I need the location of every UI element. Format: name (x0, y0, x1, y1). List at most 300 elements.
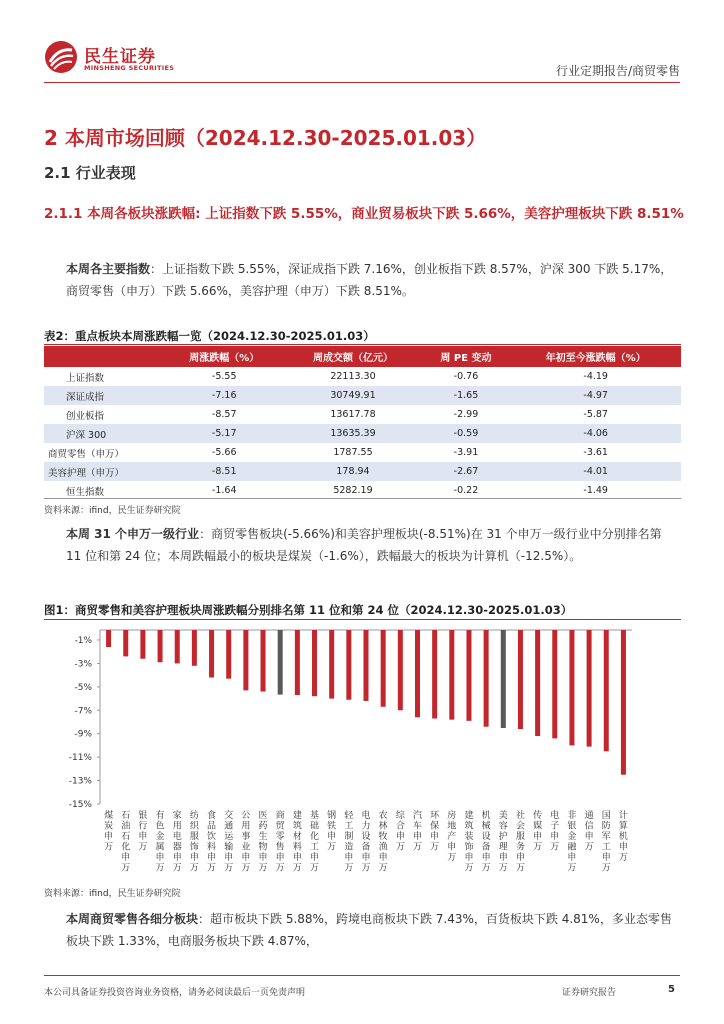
bar (175, 630, 180, 663)
x-tick-char: 申 (481, 853, 491, 863)
x-tick-label (310, 809, 319, 874)
x-tick-char: 地 (447, 821, 457, 832)
x-tick-char: 生 (258, 832, 268, 842)
x-tick-char: 万 (138, 842, 148, 853)
logo-mark-icon (44, 40, 78, 74)
x-tick-char: 美 (498, 811, 508, 821)
x-tick-char: 饮 (207, 832, 217, 842)
x-tick-char: 铁 (327, 821, 337, 832)
x-tick-char: 服 (515, 832, 525, 842)
x-tick-label (379, 809, 388, 874)
x-tick-label (499, 809, 508, 874)
x-tick-char: 万 (481, 863, 491, 874)
x-tick-char: 力 (361, 821, 371, 832)
table-cell: -2.67 (422, 462, 511, 481)
x-tick-char: 化 (121, 842, 131, 853)
x-tick-char: 售 (275, 842, 285, 853)
x-tick-char: 通 (584, 811, 594, 821)
table-row (44, 443, 681, 462)
table-cell: 30749.91 (284, 386, 421, 405)
logo-cn-text: 民生证券 (84, 47, 156, 67)
x-tick-char: 申 (138, 832, 148, 842)
bar (501, 630, 506, 728)
bar (398, 630, 403, 710)
table-cell: 13635.39 (284, 424, 421, 443)
x-tick-char: 轻 (344, 811, 354, 821)
x-tick-char: 品 (207, 821, 217, 832)
x-tick-char: 设 (481, 832, 491, 842)
table-cell: 深证成指 (44, 386, 164, 405)
table-cell: -5.55 (211, 371, 237, 382)
table-cell: -4.06 (510, 424, 681, 443)
x-tick-char: 产 (447, 832, 457, 842)
x-tick-char: 化 (310, 832, 320, 842)
x-tick-char: 环 (430, 811, 440, 821)
x-tick-label (224, 809, 234, 874)
x-tick-char: 万 (258, 863, 268, 874)
x-tick-label (344, 809, 354, 874)
x-tick-char: 银 (138, 811, 148, 821)
table-cell: 178.94 (284, 462, 421, 481)
x-tick-label (447, 809, 456, 863)
x-tick-char: 房 (447, 811, 457, 821)
x-tick-label (276, 809, 286, 874)
x-tick-char: 防 (601, 821, 611, 832)
table-cell: -1.49 (583, 485, 608, 496)
x-tick-label (567, 809, 577, 874)
table-cell: -8.57 (211, 409, 237, 420)
footer-divider (44, 975, 680, 976)
x-tick-char: 用 (241, 821, 251, 832)
x-tick-char: 申 (412, 832, 422, 842)
x-tick-char: 万 (550, 842, 560, 853)
table-cell: -4.97 (510, 386, 681, 405)
x-tick-char: 色 (155, 821, 165, 832)
x-tick-char: 容 (498, 821, 508, 832)
x-tick-char: 车 (412, 821, 422, 832)
x-tick-char: 造 (344, 842, 354, 853)
x-tick-label (413, 809, 422, 853)
x-tick-char: 工 (344, 821, 354, 832)
bar (243, 630, 248, 690)
x-tick-char: 筑 (464, 821, 474, 832)
y-tick-label: -15% (68, 800, 92, 810)
x-tick-char: 业 (241, 842, 251, 853)
x-tick-char: 林 (378, 821, 388, 832)
x-tick-char: 煤 (104, 811, 114, 821)
x-tick-char: 饰 (464, 842, 474, 853)
y-tick-label: -13% (68, 776, 92, 787)
bar (415, 630, 420, 717)
y-tick-label: -3% (74, 659, 92, 670)
x-tick-label (396, 809, 406, 853)
x-tick-char: 会 (515, 821, 525, 832)
bar (140, 630, 145, 659)
x-tick-char: 万 (275, 863, 285, 874)
x-tick-char: 申 (430, 832, 440, 842)
bar (261, 630, 266, 692)
paragraph-text: ：商贸零售板块(-5.66%)和美容护理板块(-8.51%)在 31 个申万一级行业中分别排名第 11 位和第 24 位；本周跌幅最小的板块是煤炭（-1.6%），跌幅最大的板块为计算机（-12.5%）。 (66, 527, 662, 563)
x-tick-char: 综 (395, 811, 405, 821)
x-tick-char: 万 (310, 863, 320, 874)
x-tick-char: 万 (447, 853, 457, 863)
bar (192, 630, 197, 666)
x-tick-char: 械 (481, 821, 491, 832)
x-tick-char: 万 (618, 853, 628, 863)
x-tick-char: 金 (567, 832, 577, 842)
x-tick-char: 万 (430, 842, 440, 853)
x-tick-char: 申 (224, 853, 234, 863)
x-tick-label (361, 809, 370, 874)
x-tick-label (464, 809, 473, 874)
x-tick-char: 电 (172, 832, 182, 842)
bar (535, 630, 540, 736)
bar (484, 630, 489, 727)
x-tick-label (619, 809, 628, 863)
x-tick-char: 机 (481, 811, 491, 821)
x-tick-char: 申 (584, 832, 594, 842)
section-heading: 2 本周市场回顾（2024.12.30-2025.01.03） (44, 126, 487, 150)
x-tick-char: 万 (155, 863, 165, 874)
x-tick-char: 用 (172, 821, 182, 832)
x-tick-char: 万 (533, 842, 543, 853)
x-tick-char: 申 (464, 853, 474, 863)
x-tick-char: 护 (498, 832, 508, 842)
paragraph-lead: 本周商贸零售各细分板块 (66, 912, 199, 926)
paragraph-text: ：上证指数下跌 5.55%，深证成指下跌 7.16%，创业板指下跌 8.57%，沪深 300 下跌 5.17%，商贸零售（申万）下跌 5.66%，美容护理（申万）下跌 8.51%。 (66, 262, 673, 298)
table-cell: -5.17 (164, 424, 284, 443)
x-tick-char: 申 (378, 853, 388, 863)
x-tick-char: 申 (155, 853, 165, 863)
table-cell: 1787.55 (333, 447, 373, 458)
x-tick-char: 申 (567, 853, 577, 863)
x-tick-label (482, 809, 491, 874)
x-tick-char: 申 (344, 853, 354, 863)
x-tick-char: 工 (310, 842, 320, 853)
x-tick-char: 属 (155, 842, 165, 853)
x-tick-label (327, 809, 336, 853)
table-row (44, 462, 681, 481)
x-tick-char: 算 (618, 821, 628, 832)
x-tick-label (430, 810, 440, 853)
bar (587, 630, 592, 747)
x-tick-char: 备 (361, 842, 371, 853)
x-tick-label (104, 809, 113, 853)
x-tick-char: 计 (618, 811, 628, 821)
x-tick-char: 万 (241, 863, 251, 874)
x-tick-char: 子 (550, 821, 560, 832)
x-tick-char: 申 (310, 853, 320, 863)
x-tick-char: 交 (224, 811, 234, 821)
x-tick-char: 申 (327, 832, 337, 842)
table-cell: -4.01 (510, 462, 681, 481)
x-tick-label (602, 810, 611, 874)
x-tick-char: 申 (172, 853, 182, 863)
table-cell: -7.16 (164, 386, 284, 405)
x-tick-char: 保 (430, 821, 440, 832)
x-tick-char: 家 (172, 811, 182, 821)
x-tick-char: 料 (292, 842, 302, 853)
bar (621, 630, 626, 775)
x-tick-char: 万 (378, 863, 388, 874)
x-tick-char: 申 (601, 853, 611, 863)
header-divider (44, 82, 680, 83)
x-tick-char: 金 (155, 832, 165, 842)
indices-paragraph (66, 259, 680, 302)
sector-bar-chart (44, 622, 681, 882)
x-tick-char: 媒 (533, 821, 543, 832)
x-tick-char: 础 (310, 821, 320, 832)
table-cell: 5282.19 (333, 485, 373, 496)
bar (312, 630, 317, 696)
x-tick-char: 纺 (189, 811, 199, 821)
table-cell: 沪深 300 (44, 424, 164, 443)
table-cell: 13617.78 (330, 409, 376, 420)
table-cell: -1.64 (211, 485, 237, 496)
bar (604, 630, 609, 751)
table-cell: 上证指数 (66, 372, 105, 384)
x-tick-char: 农 (378, 811, 388, 821)
x-tick-char: 汽 (412, 811, 422, 821)
x-tick-char: 申 (395, 832, 405, 842)
table-cell: -1.65 (422, 386, 511, 405)
x-tick-char: 机 (618, 832, 628, 842)
x-tick-char: 基 (310, 811, 320, 821)
x-tick-char: 务 (515, 842, 525, 853)
x-tick-char: 申 (515, 853, 525, 863)
x-tick-char: 商 (275, 811, 285, 821)
table-row (44, 386, 681, 405)
table-cell: 商贸零售（申万） (48, 448, 125, 460)
x-tick-char: 申 (618, 842, 628, 853)
bar (226, 630, 231, 679)
x-tick-char: 万 (207, 863, 217, 874)
logo-en-text: MINSHENG SECURITIES (84, 64, 175, 72)
bar (552, 630, 557, 738)
x-tick-char: 申 (104, 832, 114, 842)
table-cell: -5.87 (583, 409, 608, 420)
x-tick-char: 银 (567, 821, 577, 832)
x-tick-char: 医 (258, 811, 268, 821)
x-tick-char: 申 (207, 853, 217, 863)
x-tick-char: 零 (275, 832, 285, 842)
table-caption: 表2：重点板块本周涨跌幅一览（2024.12.30-2025.01.03） (44, 329, 375, 343)
bar (106, 630, 111, 647)
paragraph-lead: 本周 31 个申万一级行业 (66, 527, 200, 541)
x-tick-char: 万 (121, 863, 131, 874)
x-tick-char: 牧 (378, 832, 388, 842)
x-tick-char: 国 (601, 811, 611, 821)
bar (158, 630, 163, 662)
table-cell: -2.99 (453, 409, 479, 420)
x-tick-label (585, 810, 594, 853)
bar (449, 630, 454, 720)
x-tick-char: 油 (121, 821, 131, 832)
table-cell: -3.61 (583, 447, 608, 458)
table-source: 资料来源：ifind，民生证券研究院 (44, 506, 181, 516)
bar (364, 630, 369, 701)
table-row (44, 405, 681, 424)
table-cell: 22113.30 (330, 371, 376, 382)
bar (518, 630, 523, 729)
x-tick-char: 申 (550, 832, 560, 842)
x-tick-label (533, 809, 542, 853)
x-tick-char: 传 (533, 811, 543, 821)
x-tick-char: 万 (601, 863, 611, 874)
table-cell: -5.66 (211, 447, 237, 458)
x-tick-char: 电 (550, 811, 560, 821)
table-cell: -0.59 (422, 424, 511, 443)
x-tick-label (173, 809, 182, 874)
bar (569, 630, 574, 745)
x-tick-char: 万 (567, 863, 577, 874)
x-tick-char: 申 (447, 842, 457, 853)
y-tick-label: -5% (74, 682, 92, 693)
footer-label: 证券研究报告 (562, 988, 617, 998)
x-tick-label (293, 809, 302, 874)
paragraph-text: ：超市板块下跌 5.88%，跨境电商板块下跌 7.43%，百货板块下跌 4.81%，多业态零售板块下跌 1.33%，电商服务板块下跌 4.87%， (66, 912, 672, 948)
figure-caption-divider (44, 619, 681, 620)
x-tick-label (121, 810, 130, 874)
x-tick-char: 工 (601, 842, 611, 853)
x-tick-char: 建 (292, 811, 302, 821)
bar (346, 630, 351, 700)
table-cell: -8.51 (164, 462, 284, 481)
x-tick-char: 万 (344, 863, 354, 874)
x-tick-char: 万 (515, 863, 525, 874)
y-tick-label: -11% (68, 753, 92, 764)
table-cell: -0.22 (453, 485, 479, 496)
x-tick-char: 万 (584, 842, 594, 853)
x-tick-char: 建 (464, 811, 474, 821)
bar (381, 630, 386, 707)
table-header-cell (44, 346, 164, 367)
x-tick-char: 万 (395, 842, 405, 853)
table-cell: -0.76 (453, 371, 479, 382)
table-header-cell: 周成交额（亿元） (284, 346, 421, 367)
sector-performance-table (44, 346, 681, 500)
x-tick-char: 钢 (327, 811, 337, 821)
bar (432, 630, 437, 718)
table-header-cell: 周 PE 变动 (422, 346, 511, 367)
x-tick-char: 申 (275, 853, 285, 863)
x-tick-char: 渔 (378, 842, 388, 853)
company-logo (44, 40, 174, 80)
subsection-heading: 2.1 行业表现 (44, 164, 136, 182)
y-tick-label: -9% (74, 729, 92, 740)
x-tick-char: 炭 (104, 821, 114, 832)
x-tick-char: 贸 (275, 821, 285, 832)
x-tick-char: 非 (567, 811, 577, 821)
page-number: 5 (668, 984, 675, 995)
x-tick-char: 申 (258, 853, 268, 863)
x-tick-char: 材 (292, 832, 302, 842)
x-tick-label (516, 809, 525, 874)
bar (466, 630, 471, 721)
table-cell: -3.91 (453, 447, 479, 458)
table-cell: 创业板指 (66, 410, 105, 422)
x-tick-char: 装 (464, 832, 474, 842)
table-header-row (44, 346, 681, 367)
caption-divider (44, 344, 681, 345)
x-tick-char: 合 (395, 821, 405, 832)
x-tick-char: 服 (189, 832, 199, 842)
x-tick-char: 万 (189, 863, 199, 874)
x-tick-char: 万 (464, 863, 474, 874)
report-type: 行业定期报告/商贸零售 (555, 64, 680, 78)
x-tick-char: 万 (104, 842, 114, 853)
x-tick-char: 织 (189, 821, 199, 832)
bar (295, 630, 300, 695)
x-tick-char: 输 (224, 842, 234, 853)
x-tick-char: 有 (155, 811, 165, 821)
x-tick-char: 行 (138, 821, 148, 832)
table-header-cell: 年初至今涨跌幅（%） (510, 346, 681, 367)
x-tick-label (550, 809, 559, 853)
x-tick-char: 制 (344, 832, 354, 842)
x-tick-char: 事 (241, 832, 251, 842)
x-tick-char: 食 (207, 811, 217, 821)
x-tick-char: 石 (121, 832, 131, 842)
table-cell: -4.19 (583, 371, 608, 382)
x-tick-char: 通 (224, 821, 234, 832)
table-row (44, 367, 681, 386)
y-tick-label: -7% (74, 706, 92, 717)
figure-source: 资料来源：ifind，民生证券研究院 (44, 889, 181, 899)
table-bottom-rule (44, 498, 681, 499)
x-tick-char: 社 (515, 811, 525, 821)
x-tick-char: 运 (224, 832, 234, 842)
x-tick-label (138, 809, 147, 853)
x-tick-char: 万 (412, 842, 422, 853)
x-tick-char: 万 (292, 863, 302, 874)
x-tick-char: 万 (172, 863, 182, 874)
industries-paragraph (66, 524, 680, 567)
bar (209, 630, 214, 677)
x-tick-char: 公 (241, 811, 251, 821)
bar (123, 630, 128, 656)
x-tick-char: 申 (189, 853, 199, 863)
x-tick-char: 料 (207, 842, 217, 853)
x-tick-char: 药 (258, 821, 268, 832)
x-tick-label (190, 809, 200, 874)
x-tick-char: 电 (361, 811, 371, 821)
x-tick-char: 设 (361, 832, 371, 842)
x-tick-char: 军 (601, 832, 611, 842)
x-tick-char: 筑 (292, 821, 302, 832)
paragraph-lead: 本周各主要指数 (66, 262, 151, 276)
subsector-paragraph (66, 909, 680, 952)
x-tick-label (241, 810, 250, 874)
sub-subsection-heading: 2.1.1 本周各板块涨跌幅: 上证指数下跌 5.55%，商业贸易板块下跌 5.66%，美容护理板块下跌 8.51% (44, 206, 684, 222)
figure-caption: 图1：商贸零售和美容护理板块周涨跌幅分别排名第 11 位和第 24 位（2024.12.30-2025.01.03） (44, 603, 573, 617)
x-tick-label (156, 809, 165, 874)
table-cell: 美容护理（申万） (44, 462, 164, 481)
x-tick-char: 器 (172, 842, 182, 853)
bar (329, 630, 334, 699)
x-tick-char: 备 (481, 842, 491, 853)
x-tick-char: 石 (121, 811, 131, 821)
x-tick-char: 万 (498, 863, 508, 874)
x-tick-label (259, 810, 268, 874)
x-tick-char: 万 (327, 842, 337, 853)
x-tick-char: 申 (361, 853, 371, 863)
x-tick-label (207, 809, 216, 874)
x-tick-char: 申 (292, 853, 302, 863)
x-tick-char: 信 (584, 821, 594, 832)
table-row (44, 424, 681, 443)
x-tick-char: 物 (258, 842, 268, 853)
